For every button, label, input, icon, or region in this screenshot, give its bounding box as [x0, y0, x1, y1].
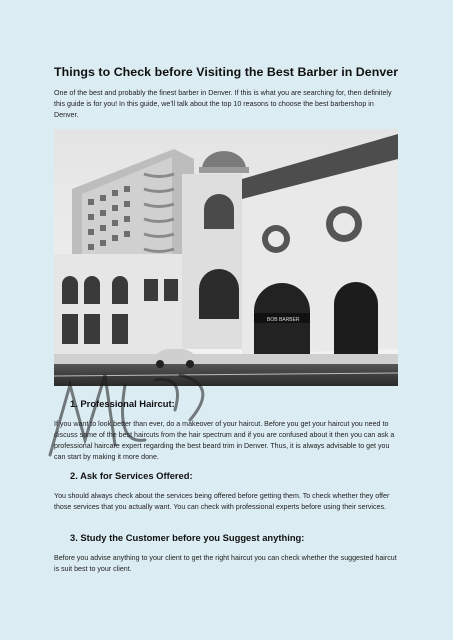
- intro-paragraph: One of the best and probably the finest barber in Denver. If this is what you are searching for, then definitely this guide is for you! In this guide, we’ll talk about the top 10 reasons to choose the best barbershop in Denver.: [54, 89, 392, 119]
- section-body-professional-haircut: If you want to look better than ever, do a makeover of your haircut. Before you get your haircut you need to discuss some of the best haircuts from the hair spectrum and if you are confused about it then you can ask a professional haircare expert regarding the best beard trim in Denver. Thus, it is always advisable to get you can start by making it more done.: [54, 420, 395, 461]
- section-heading-study-customer: 3. Study the Customer before you Suggest anything:: [70, 532, 305, 543]
- page-title: Things to Check before Visiting the Best Barber in Denver: [54, 65, 399, 79]
- building-photo: [54, 129, 398, 386]
- section-heading-services-offered: 2. Ask for Services Offered:: [70, 470, 193, 481]
- section-body-services-offered: You should always check about the services being offered before getting them. To check whether they offer those services that you actually want. You can check with professional experts before using their services.: [54, 492, 390, 511]
- section-body-study-customer: Before you advise anything to your client to get the right haircut you can check whether the suggested haircut is suit best to your client.: [54, 554, 397, 573]
- section-heading-professional-haircut: 1. Professional Haircut:: [70, 398, 175, 409]
- storefront-sign: BOB BARBER: [267, 317, 300, 323]
